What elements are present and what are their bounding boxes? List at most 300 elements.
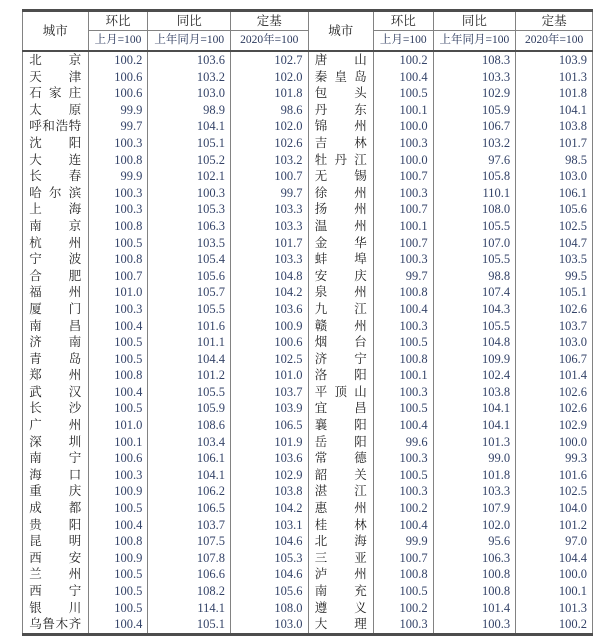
yoy-index-value: 106.7 — [433, 118, 516, 135]
mom-index-value: 100.3 — [373, 135, 433, 152]
yoy-index-value: 106.1 — [148, 450, 231, 467]
mom-index-value: 100.9 — [88, 550, 148, 567]
mom-index-value: 100.7 — [373, 235, 433, 252]
mom-index-value: 100.8 — [373, 351, 433, 368]
mom-index-value: 99.7 — [88, 118, 148, 135]
table-row — [308, 600, 593, 617]
price-table-right — [308, 12, 594, 633]
yoy-index-value: 104.4 — [148, 351, 231, 368]
table-row — [23, 152, 308, 169]
fixed-base-index-value: 102.6 — [516, 384, 593, 401]
city-name — [308, 566, 373, 583]
mom-index-value: 100.4 — [373, 301, 433, 318]
mom-index-value: 100.1 — [373, 102, 433, 119]
city-name-text: 蚌埠 — [314, 252, 367, 267]
fixed-base-index-value: 98.5 — [516, 152, 593, 169]
table-row — [23, 85, 308, 102]
city-name — [23, 268, 89, 285]
mom-index-value: 100.5 — [88, 583, 148, 600]
table-row — [23, 334, 308, 351]
mom-index-value: 100.1 — [373, 367, 433, 384]
table-row — [23, 201, 308, 218]
city-name — [23, 616, 89, 633]
table-row — [23, 467, 308, 484]
city-name — [308, 284, 373, 301]
city-name — [23, 467, 89, 484]
city-name — [23, 517, 89, 534]
city-name — [308, 600, 373, 617]
mom-index-value: 100.5 — [88, 351, 148, 368]
fixed-base-index-value: 101.6 — [516, 467, 593, 484]
mom-index-value: 100.5 — [88, 500, 148, 517]
city-name — [308, 201, 373, 218]
table-row — [23, 517, 308, 534]
table-row — [308, 185, 593, 202]
yoy-index-value: 103.8 — [433, 384, 516, 401]
fixed-base-index-value: 102.7 — [231, 51, 308, 69]
city-name-text: 南京 — [29, 218, 82, 233]
fixed-base-index-value: 103.9 — [516, 51, 593, 69]
yoy-index-value: 109.9 — [433, 351, 516, 368]
fixed-base-index-value: 104.2 — [231, 500, 308, 517]
city-name — [308, 384, 373, 401]
table-row — [308, 583, 593, 600]
fixed-base-index-value: 103.7 — [516, 318, 593, 335]
city-name — [308, 235, 373, 252]
fixed-base-index-value: 106.1 — [516, 185, 593, 202]
mom-index-value: 101.0 — [88, 284, 148, 301]
mom-index-value: 99.7 — [373, 268, 433, 285]
city-name — [23, 168, 89, 185]
city-name — [308, 301, 373, 318]
mom-index-value: 100.3 — [88, 135, 148, 152]
mom-index-value: 100.2 — [373, 600, 433, 617]
yoy-index-value: 103.3 — [433, 483, 516, 500]
city-name-text: 厦门 — [29, 301, 82, 316]
city-name-text: 天津 — [29, 69, 82, 84]
city-name-text: 襄阳 — [314, 418, 367, 433]
mom-index-value: 100.5 — [373, 467, 433, 484]
table-row — [23, 483, 308, 500]
fixed-base-index-value: 102.5 — [516, 483, 593, 500]
city-name — [308, 417, 373, 434]
fixed-base-index-value: 101.7 — [231, 235, 308, 252]
city-name — [308, 367, 373, 384]
table-row — [23, 69, 308, 86]
price-table-left — [22, 12, 308, 633]
table-row — [23, 251, 308, 268]
yoy-index-value: 103.7 — [148, 517, 231, 534]
yoy-index-value: 103.0 — [148, 85, 231, 102]
mom-index-value: 100.8 — [88, 251, 148, 268]
city-name — [308, 517, 373, 534]
yoy-index-value: 101.1 — [148, 334, 231, 351]
city-name-text: 常德 — [314, 451, 367, 466]
yoy-index-value: 101.2 — [148, 367, 231, 384]
city-name — [23, 185, 89, 202]
table-row — [308, 168, 593, 185]
city-name — [308, 185, 373, 202]
fixed-base-index-value: 101.8 — [516, 85, 593, 102]
mom-index-value: 100.1 — [88, 434, 148, 451]
city-name-text: 石家庄 — [29, 86, 82, 101]
mom-index-value: 99.9 — [88, 102, 148, 119]
city-name — [308, 69, 373, 86]
fixed-base-index-value: 104.8 — [231, 268, 308, 285]
mom-index-value: 100.1 — [373, 218, 433, 235]
mom-index-value: 100.4 — [88, 384, 148, 401]
column-header-yoy: 同比 — [148, 12, 231, 31]
column-header-yoy: 同比 — [433, 12, 516, 31]
city-name — [308, 400, 373, 417]
table-row — [308, 533, 593, 550]
city-name — [23, 201, 89, 218]
table-row — [23, 384, 308, 401]
mom-index-value: 99.9 — [88, 168, 148, 185]
mom-index-value: 100.4 — [373, 69, 433, 86]
fixed-base-index-value: 100.6 — [231, 334, 308, 351]
table-row — [23, 268, 308, 285]
city-name — [23, 135, 89, 152]
table-row — [23, 600, 308, 617]
city-name — [308, 135, 373, 152]
city-name — [308, 218, 373, 235]
mom-index-value: 100.0 — [373, 152, 433, 169]
yoy-index-value: 105.9 — [148, 400, 231, 417]
yoy-index-value: 108.6 — [148, 417, 231, 434]
yoy-index-value: 105.3 — [148, 201, 231, 218]
city-name — [23, 533, 89, 550]
city-name — [308, 102, 373, 119]
fixed-base-index-value: 103.8 — [516, 118, 593, 135]
mom-index-value: 100.5 — [88, 235, 148, 252]
fixed-base-index-value: 102.5 — [231, 351, 308, 368]
city-name-text: 呼和浩特 — [29, 119, 82, 134]
city-name — [23, 301, 89, 318]
column-header-city: 城市 — [23, 12, 89, 51]
table-row — [308, 517, 593, 534]
table-row — [23, 434, 308, 451]
city-name-text: 南昌 — [29, 318, 82, 333]
table-row — [308, 417, 593, 434]
city-name — [308, 467, 373, 484]
fixed-base-index-value: 101.3 — [516, 69, 593, 86]
city-name — [308, 268, 373, 285]
city-name — [308, 351, 373, 368]
mom-index-value: 100.2 — [373, 500, 433, 517]
yoy-index-value: 107.4 — [433, 284, 516, 301]
mom-index-value: 100.2 — [373, 51, 433, 69]
yoy-index-value: 103.2 — [148, 69, 231, 86]
city-name — [23, 152, 89, 169]
city-name-text: 宁波 — [29, 252, 82, 267]
table-row — [308, 251, 593, 268]
city-name-text: 福州 — [29, 285, 82, 300]
city-name — [23, 251, 89, 268]
column-header-mom: 环比 — [373, 12, 433, 31]
yoy-index-value: 99.0 — [433, 450, 516, 467]
fixed-base-index-value: 104.1 — [516, 102, 593, 119]
fixed-base-index-value: 103.0 — [516, 168, 593, 185]
fixed-base-index-value: 103.3 — [231, 218, 308, 235]
yoy-index-value: 105.4 — [148, 251, 231, 268]
city-name — [23, 118, 89, 135]
table-row — [308, 118, 593, 135]
mom-index-value: 100.8 — [373, 566, 433, 583]
yoy-index-value: 103.4 — [148, 434, 231, 451]
yoy-index-value: 105.5 — [433, 251, 516, 268]
city-name-text: 宜昌 — [314, 401, 367, 416]
fixed-base-index-value: 104.7 — [516, 235, 593, 252]
mom-index-value: 100.8 — [88, 533, 148, 550]
mom-index-value: 100.0 — [373, 118, 433, 135]
city-name — [23, 334, 89, 351]
table-row — [23, 500, 308, 517]
yoy-index-value: 108.3 — [433, 51, 516, 69]
city-name-text: 包头 — [314, 86, 367, 101]
table-row — [308, 434, 593, 451]
city-name-text: 长沙 — [29, 401, 82, 416]
mom-index-value: 100.4 — [373, 417, 433, 434]
fixed-base-index-value: 100.0 — [516, 434, 593, 451]
city-name-text: 北海 — [314, 534, 367, 549]
city-name-text: 锦州 — [314, 119, 367, 134]
column-header-fixed-base: 定基 — [231, 12, 308, 31]
city-name-text: 长春 — [29, 169, 82, 184]
city-name-text: 杭州 — [29, 235, 82, 250]
fixed-base-index-value: 105.6 — [516, 201, 593, 218]
table-row — [308, 69, 593, 86]
fixed-base-index-value: 102.6 — [231, 135, 308, 152]
fixed-base-index-value: 103.5 — [516, 251, 593, 268]
yoy-index-value: 105.5 — [433, 218, 516, 235]
city-name-text: 贵阳 — [29, 517, 82, 532]
city-name — [23, 483, 89, 500]
mom-index-value: 100.3 — [373, 483, 433, 500]
table-row — [308, 550, 593, 567]
city-name-text: 徐州 — [314, 185, 367, 200]
table-row — [308, 318, 593, 335]
yoy-index-value: 105.6 — [148, 268, 231, 285]
yoy-index-value: 107.8 — [148, 550, 231, 567]
city-name-text: 兰州 — [29, 567, 82, 582]
city-name — [308, 118, 373, 135]
city-name — [23, 550, 89, 567]
city-name — [308, 500, 373, 517]
mom-index-value: 100.3 — [88, 301, 148, 318]
city-name — [23, 566, 89, 583]
city-name-text: 唐山 — [314, 53, 367, 67]
column-subheader-yoy: 上年同月=100 — [433, 31, 516, 52]
fixed-base-index-value: 102.6 — [516, 400, 593, 417]
mom-index-value: 100.8 — [88, 218, 148, 235]
mom-index-value: 100.4 — [88, 318, 148, 335]
city-name-text: 昆明 — [29, 534, 82, 549]
city-name — [23, 85, 89, 102]
column-subheader-yoy: 上年同月=100 — [148, 31, 231, 52]
mom-index-value: 100.8 — [88, 152, 148, 169]
table-row — [308, 566, 593, 583]
city-name-text: 赣州 — [314, 318, 367, 333]
fixed-base-index-value: 100.1 — [516, 583, 593, 600]
yoy-index-value: 100.8 — [433, 566, 516, 583]
fixed-base-index-value: 104.6 — [231, 566, 308, 583]
column-subheader-mom: 上月=100 — [373, 31, 433, 52]
yoy-index-value: 95.6 — [433, 533, 516, 550]
yoy-index-value: 100.8 — [433, 583, 516, 600]
city-name-text: 韶关 — [314, 467, 367, 482]
table-row — [308, 301, 593, 318]
city-name-text: 湛江 — [314, 484, 367, 499]
yoy-index-value: 101.8 — [433, 467, 516, 484]
mom-index-value: 100.3 — [373, 384, 433, 401]
fixed-base-index-value: 101.9 — [231, 434, 308, 451]
city-name-text: 烟台 — [314, 335, 367, 350]
mom-index-value: 99.6 — [373, 434, 433, 451]
city-name-text: 北京 — [29, 53, 82, 67]
column-header-fixed-base: 定基 — [516, 12, 593, 31]
table-row — [308, 102, 593, 119]
city-name — [308, 251, 373, 268]
city-name — [23, 102, 89, 119]
column-header-city: 城市 — [308, 12, 373, 51]
table-row — [23, 284, 308, 301]
mom-index-value: 100.4 — [373, 517, 433, 534]
table-row — [308, 351, 593, 368]
city-name-text: 济宁 — [314, 351, 367, 366]
yoy-index-value: 104.1 — [433, 400, 516, 417]
city-name — [308, 168, 373, 185]
yoy-index-value: 103.6 — [148, 51, 231, 69]
table-row — [308, 284, 593, 301]
yoy-index-value: 105.8 — [433, 168, 516, 185]
city-name — [23, 434, 89, 451]
fixed-base-index-value: 100.9 — [231, 318, 308, 335]
table-row — [23, 51, 308, 69]
fixed-base-index-value: 100.0 — [516, 566, 593, 583]
yoy-index-value: 103.5 — [148, 235, 231, 252]
yoy-index-value: 105.1 — [148, 135, 231, 152]
yoy-index-value: 100.3 — [433, 616, 516, 633]
city-name — [23, 384, 89, 401]
mom-index-value: 100.5 — [373, 85, 433, 102]
city-name-text: 海口 — [29, 467, 82, 482]
city-name-text: 吉林 — [314, 135, 367, 150]
mom-index-value: 100.4 — [88, 517, 148, 534]
city-name — [23, 69, 89, 86]
fixed-base-index-value: 103.2 — [231, 152, 308, 169]
city-price-index-table — [22, 9, 593, 636]
table-row — [23, 318, 308, 335]
city-name — [308, 434, 373, 451]
mom-index-value: 100.8 — [88, 367, 148, 384]
city-name — [308, 533, 373, 550]
fixed-base-index-value: 100.7 — [231, 168, 308, 185]
fixed-base-index-value: 97.0 — [516, 533, 593, 550]
mom-index-value: 100.3 — [88, 185, 148, 202]
table-header-left — [23, 12, 308, 51]
city-name — [308, 334, 373, 351]
yoy-index-value: 106.3 — [433, 550, 516, 567]
mom-index-value: 100.5 — [373, 400, 433, 417]
yoy-index-value: 102.4 — [433, 367, 516, 384]
city-name-text: 合肥 — [29, 268, 82, 283]
table-row — [308, 51, 593, 69]
yoy-index-value: 105.5 — [148, 301, 231, 318]
fixed-base-index-value: 105.3 — [231, 550, 308, 567]
yoy-index-value: 100.3 — [148, 185, 231, 202]
mom-index-value: 100.3 — [373, 318, 433, 335]
column-subheader-fixed-base: 2020年=100 — [516, 31, 593, 52]
mom-index-value: 100.3 — [88, 467, 148, 484]
mom-index-value: 100.7 — [88, 268, 148, 285]
yoy-index-value: 107.5 — [148, 533, 231, 550]
city-name — [23, 351, 89, 368]
fixed-base-index-value: 104.0 — [516, 500, 593, 517]
city-name-text: 秦皇岛 — [314, 69, 367, 84]
table-row — [23, 367, 308, 384]
fixed-base-index-value: 106.5 — [231, 417, 308, 434]
fixed-base-index-value: 101.3 — [516, 600, 593, 617]
table-row — [23, 301, 308, 318]
fixed-base-index-value: 103.6 — [231, 450, 308, 467]
mom-index-value: 100.7 — [373, 201, 433, 218]
table-row — [23, 185, 308, 202]
mom-index-value: 100.5 — [88, 600, 148, 617]
mom-index-value: 100.3 — [373, 185, 433, 202]
mom-index-value: 100.6 — [88, 85, 148, 102]
yoy-index-value: 104.3 — [433, 301, 516, 318]
city-name — [23, 450, 89, 467]
table-body-left — [23, 51, 308, 633]
city-name-text: 太原 — [29, 102, 82, 117]
city-name — [308, 85, 373, 102]
yoy-index-value: 106.2 — [148, 483, 231, 500]
city-name-text: 洛阳 — [314, 368, 367, 383]
fixed-base-index-value: 99.3 — [516, 450, 593, 467]
table-row — [23, 118, 308, 135]
city-name — [23, 235, 89, 252]
mom-index-value: 100.5 — [88, 566, 148, 583]
city-name — [23, 400, 89, 417]
fixed-base-index-value: 105.1 — [516, 284, 593, 301]
table-row — [23, 533, 308, 550]
yoy-index-value: 104.1 — [148, 467, 231, 484]
fixed-base-index-value: 103.7 — [231, 384, 308, 401]
mom-index-value: 100.5 — [373, 583, 433, 600]
mom-index-value: 100.8 — [373, 284, 433, 301]
yoy-index-value: 114.1 — [148, 600, 231, 617]
city-name — [308, 318, 373, 335]
city-name-text: 乌鲁木齐 — [29, 617, 82, 632]
table-row — [23, 450, 308, 467]
table-row — [308, 367, 593, 384]
table-row — [308, 500, 593, 517]
yoy-index-value: 102.0 — [433, 517, 516, 534]
fixed-base-index-value: 102.5 — [516, 218, 593, 235]
table-header-right — [308, 12, 593, 51]
city-name — [23, 218, 89, 235]
table-row — [308, 384, 593, 401]
mom-index-value: 100.5 — [88, 334, 148, 351]
fixed-base-index-value: 103.0 — [231, 616, 308, 633]
mom-index-value: 99.9 — [373, 533, 433, 550]
table-row — [23, 168, 308, 185]
mom-index-value: 100.7 — [373, 550, 433, 567]
table-row — [23, 616, 308, 633]
yoy-index-value: 105.1 — [148, 616, 231, 633]
city-name — [23, 600, 89, 617]
